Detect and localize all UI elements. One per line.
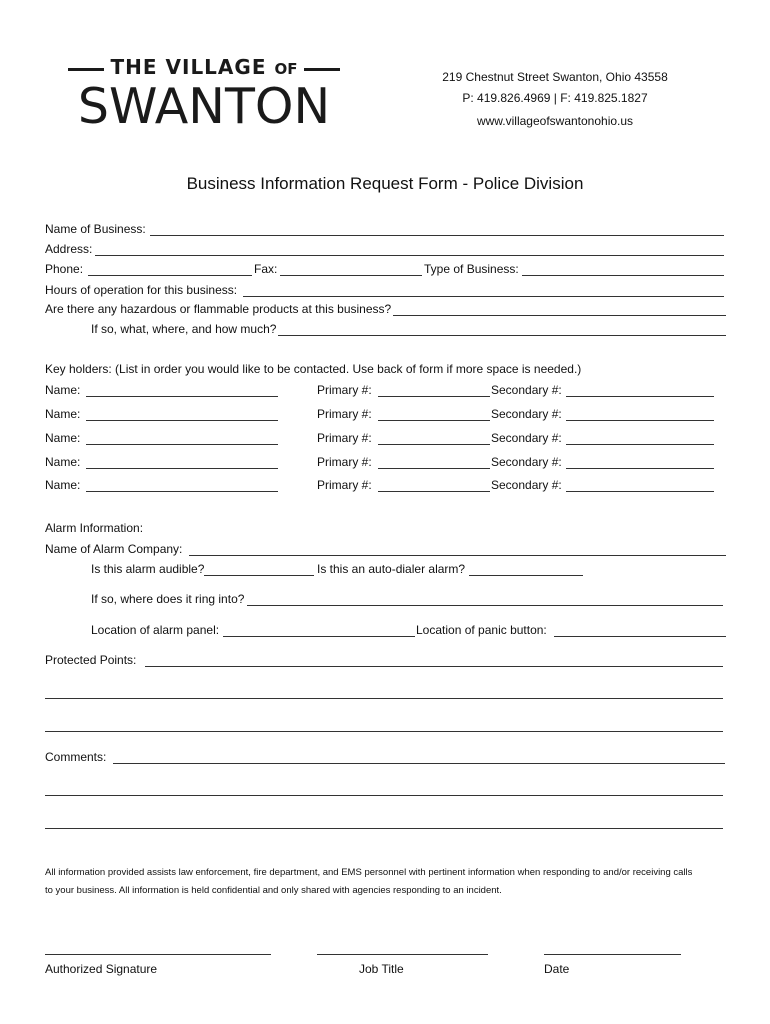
keyholder-name-label: Name: [45, 478, 81, 492]
protected-points-field-2[interactable] [45, 698, 723, 699]
keyholder-name-label: Name: [45, 431, 81, 445]
if-so-label: If so, what, where, and how much? [91, 322, 277, 336]
phone-field[interactable] [88, 275, 252, 276]
keyholder-secondary-label: Secondary #: [491, 455, 562, 469]
keyholder-secondary-field[interactable] [566, 420, 714, 421]
contact-phone-fax: P: 419.826.4969 | F: 419.825.1827 [462, 91, 648, 105]
date-field[interactable] [544, 954, 681, 955]
hazardous-label: Are there any hazardous or flammable products at this business? [45, 302, 392, 316]
keyholder-name-label: Name: [45, 455, 81, 469]
logo-of: OF [274, 60, 298, 78]
comments-label: Comments: [45, 750, 107, 764]
keyholder-primary-field[interactable] [378, 491, 490, 492]
hazardous-field[interactable] [393, 315, 726, 316]
page-title: Business Information Request Form - Police Division [186, 174, 584, 193]
panic-button-label: Location of panic button: [416, 623, 547, 637]
alarm-audible-label: Is this alarm audible? [91, 562, 205, 576]
keyholder-name-field[interactable] [86, 396, 278, 397]
logo-rule-left [68, 68, 104, 71]
protected-points-field-3[interactable] [45, 731, 723, 732]
ring-into-field[interactable] [247, 605, 723, 606]
keyholder-name-field[interactable] [86, 444, 278, 445]
keyholder-secondary-label: Secondary #: [491, 431, 562, 445]
alarm-heading: Alarm Information: [45, 521, 144, 535]
logo-top-text [108, 55, 300, 79]
keyholder-name-label: Name: [45, 407, 81, 421]
keyholder-primary-field[interactable] [378, 396, 490, 397]
keyholders-intro: Key holders: (List in order you would like to be contacted. Use back of form if more space is needed.) [45, 362, 582, 376]
auto-dialer-field[interactable] [469, 575, 583, 576]
job-title-label: Job Title [359, 962, 404, 976]
disclaimer-line-1: All information provided assists law enforcement, fire department, and EMS personnel with pertinent information when responding to and/or receiving calls [45, 867, 693, 878]
business-name-field[interactable] [150, 235, 724, 236]
comments-field-2[interactable] [45, 795, 723, 796]
address-label: Address: [45, 242, 93, 256]
business-name-label: Name of Business: [45, 222, 146, 236]
protected-points-field-1[interactable] [145, 666, 723, 667]
keyholder-primary-label: Primary #: [317, 407, 372, 421]
keyholder-name-field[interactable] [86, 468, 278, 469]
keyholder-primary-label: Primary #: [317, 455, 372, 469]
logo-swanton: SWANTON [77, 78, 331, 135]
keyholder-secondary-label: Secondary #: [491, 383, 562, 397]
alarm-company-field[interactable] [189, 555, 726, 556]
keyholder-primary-label: Primary #: [317, 383, 372, 397]
alarm-audible-field[interactable] [204, 575, 314, 576]
contact-website[interactable]: www.villageofswantonohio.us [476, 114, 634, 128]
logo-the-village: THE VILLAGE [110, 55, 267, 79]
keyholder-secondary-label: Secondary #: [491, 478, 562, 492]
type-of-business-field[interactable] [522, 275, 724, 276]
authorized-signature-label: Authorized Signature [45, 962, 158, 976]
keyholder-primary-label: Primary #: [317, 478, 372, 492]
disclaimer-line-2: to your business. All information is held confidential and only shared with agencies responding to an incident. [45, 885, 502, 896]
keyholder-primary-field[interactable] [378, 444, 490, 445]
keyholder-primary-label: Primary #: [317, 431, 372, 445]
fax-label: Fax: [254, 262, 278, 276]
authorized-signature-field[interactable] [45, 954, 271, 955]
type-of-business-label: Type of Business: [424, 262, 519, 276]
logo-rule-right [304, 68, 340, 71]
fax-field[interactable] [280, 275, 422, 276]
alarm-panel-label: Location of alarm panel: [91, 623, 220, 637]
job-title-field[interactable] [317, 954, 488, 955]
hours-label: Hours of operation for this business: [45, 283, 238, 297]
hours-field[interactable] [243, 296, 724, 297]
panic-button-field[interactable] [554, 636, 726, 637]
phone-label: Phone: [45, 262, 84, 276]
keyholder-primary-field[interactable] [378, 468, 490, 469]
keyholder-secondary-field[interactable] [566, 444, 714, 445]
keyholder-secondary-field[interactable] [566, 491, 714, 492]
alarm-company-label: Name of Alarm Company: [45, 542, 183, 556]
alarm-panel-field[interactable] [223, 636, 415, 637]
ring-into-label: If so, where does it ring into? [91, 592, 245, 606]
keyholder-secondary-field[interactable] [566, 468, 714, 469]
keyholder-name-field[interactable] [86, 491, 278, 492]
auto-dialer-label: Is this an auto-dialer alarm? [317, 562, 466, 576]
keyholder-secondary-field[interactable] [566, 396, 714, 397]
contact-address: 219 Chestnut Street Swanton, Ohio 43558 [442, 70, 668, 84]
keyholder-name-field[interactable] [86, 420, 278, 421]
keyholder-secondary-label: Secondary #: [491, 407, 562, 421]
date-label: Date [544, 962, 570, 976]
if-so-field[interactable] [278, 335, 726, 336]
comments-field-3[interactable] [45, 828, 723, 829]
keyholder-name-label: Name: [45, 383, 81, 397]
keyholder-primary-field[interactable] [378, 420, 490, 421]
comments-field-1[interactable] [113, 763, 725, 764]
protected-points-label: Protected Points: [45, 653, 137, 667]
address-field[interactable] [95, 255, 724, 256]
